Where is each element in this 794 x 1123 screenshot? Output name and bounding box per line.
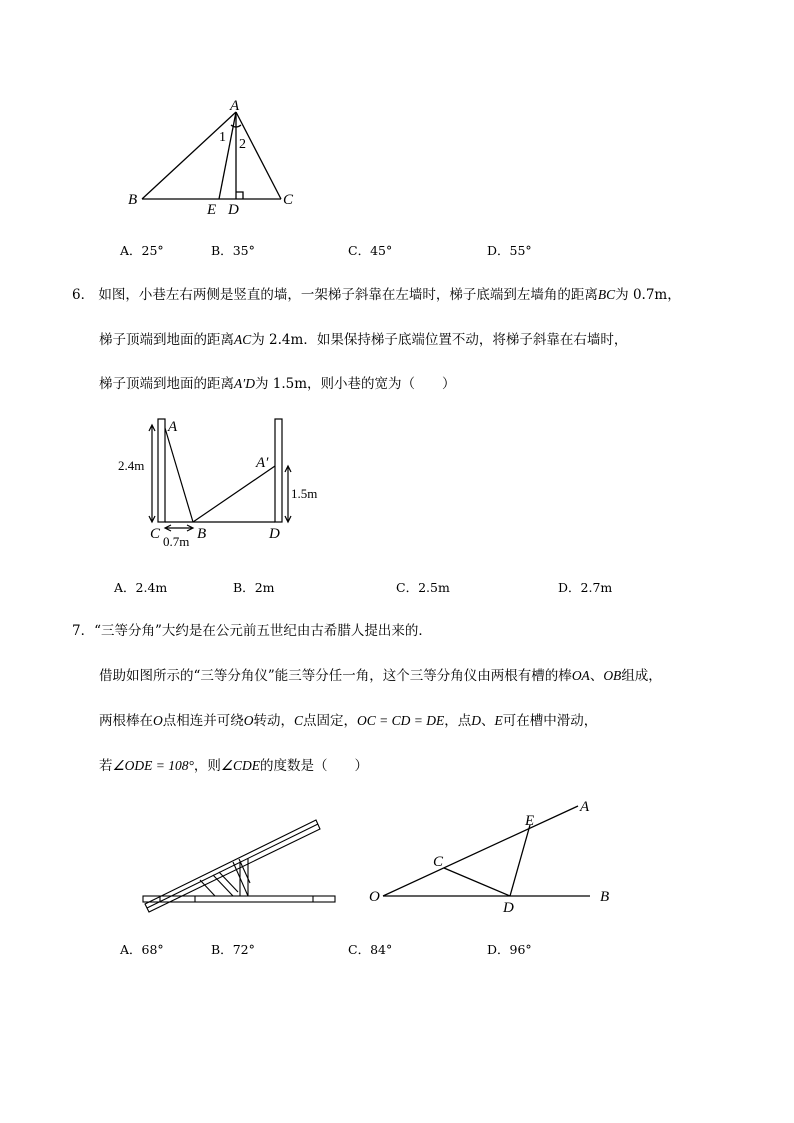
fig7-label-C: C	[433, 854, 444, 870]
q5-option-d[interactable]: D．55°	[487, 243, 532, 258]
fig6-dim-1-5m: 1.5m	[291, 486, 318, 501]
q7-option-d[interactable]: D．96°	[487, 942, 532, 957]
figure-q7-diagram	[365, 795, 625, 920]
q7-line-2: 借助如图所示的“三等分角仪”能三等分任一角，这个三等分角仪由两根有槽的棒OA、OB组成，	[99, 668, 662, 684]
fig5-label-C: C	[283, 192, 294, 208]
q5-option-a[interactable]: A．25°	[120, 243, 164, 258]
fig6-dim-2-4m: 2.4m	[118, 458, 145, 473]
fig6-label-C: C	[150, 526, 161, 542]
fig5-label-D: D	[228, 202, 239, 218]
figure-q6-ladder	[115, 410, 335, 555]
q7-number: 7．	[72, 623, 95, 639]
fig7-label-O: O	[369, 889, 380, 905]
figure-q5-triangle	[120, 95, 310, 220]
figure-q7-trisector-device	[138, 812, 343, 917]
fig5-angle-2: 2	[239, 137, 246, 152]
fig5-label-A: A	[230, 98, 240, 114]
q7-line-1: 7．“三等分角”大约是在公元前五世纪由古希腊人提出来的．	[72, 623, 432, 639]
q5-option-b[interactable]: B．35°	[211, 243, 255, 258]
fig5-label-B: B	[128, 192, 138, 208]
fig6-label-D: D	[269, 526, 280, 542]
q7-line-3: 两根棒在O点相连并可绕O转动，C点固定，OC = CD = DE，点D、E可在槽中滑动，	[99, 713, 598, 729]
q6-option-a[interactable]: A．2.4m	[114, 580, 168, 595]
q6-option-d[interactable]: D．2.7m	[558, 580, 613, 595]
q6-line-1: 6． 如图，小巷左右两侧是竖直的墙，一架梯子斜靠在左墙时，梯子底端到左墙角的距离BC为 0.7m，	[72, 287, 681, 303]
fig5-angle-1: 1	[219, 130, 226, 145]
fig6-label-A-prime: A′	[256, 455, 269, 471]
q6-number: 6．	[72, 287, 95, 303]
q7-option-b[interactable]: B．72°	[211, 942, 255, 957]
fig7-label-E: E	[525, 813, 535, 829]
q7-line-4: 若∠ODE = 108°，则∠CDE的度数是（ ）	[99, 758, 368, 774]
fig6-label-B: B	[197, 526, 207, 542]
fig7-label-B: B	[600, 889, 610, 905]
q6-option-b[interactable]: B．2m	[233, 580, 275, 595]
q6-line-2: 梯子顶端到地面的距离AC为 2.4m．如果保持梯子底端位置不动，将梯子斜靠在右墙时，	[99, 332, 628, 348]
fig7-label-D: D	[503, 900, 514, 916]
fig7-label-A: A	[580, 799, 590, 815]
fig5-label-E: E	[207, 202, 217, 218]
fig6-label-A: A	[168, 419, 178, 435]
q6-line-3: 梯子顶端到地面的距离A′D为 1.5m，则小巷的宽为（ ）	[99, 376, 456, 392]
q5-option-c[interactable]: C．45°	[348, 243, 393, 258]
q7-option-c[interactable]: C．84°	[348, 942, 393, 957]
fig6-dim-0-7m: 0.7m	[163, 534, 190, 549]
q7-option-a[interactable]: A．68°	[120, 942, 164, 957]
q6-option-c[interactable]: C．2.5m	[396, 580, 450, 595]
